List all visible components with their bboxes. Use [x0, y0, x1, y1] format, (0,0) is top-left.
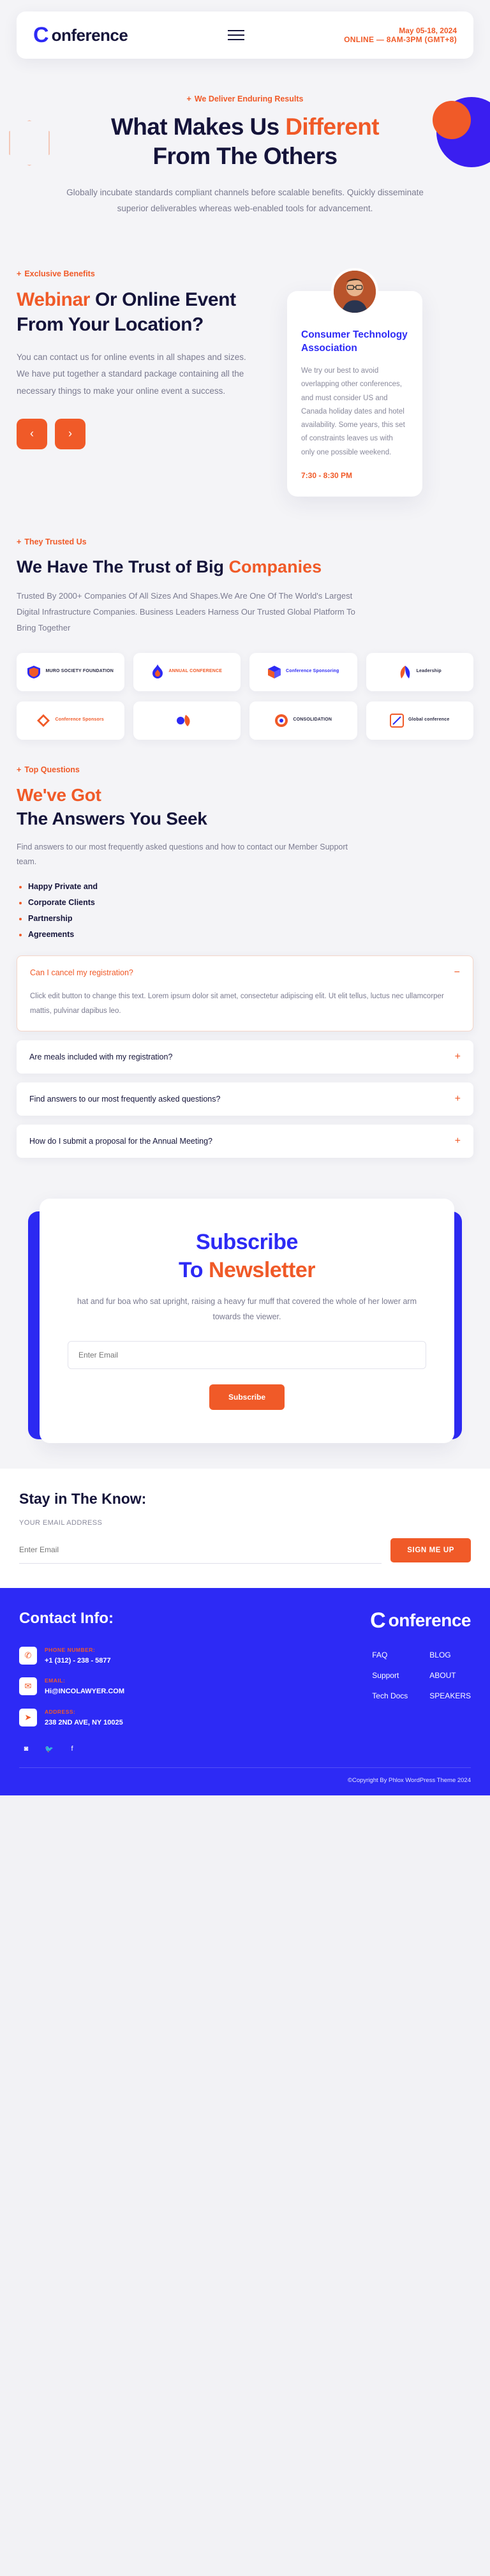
hero-eyebrow: [26, 94, 464, 103]
plus-icon: +: [186, 94, 191, 103]
square-arrow-icon: [390, 714, 404, 728]
newsletter-title: [68, 1228, 426, 1284]
webinar-paragraph: You can contact us for online events in all shapes and sizes. We have put together a standard package containing all the necessary things to make your online event a success.: [17, 352, 246, 396]
webinar-eyebrow-text: Exclusive Benefits: [24, 269, 95, 278]
plus-icon[interactable]: +: [454, 1093, 461, 1105]
instagram-icon[interactable]: ◙: [24, 1745, 29, 1753]
footer-link-support[interactable]: Support: [372, 1670, 399, 1680]
accordion-header[interactable]: [17, 1125, 473, 1158]
page-title: [26, 112, 464, 171]
contact-label: PHONE NUMBER:: [45, 1646, 96, 1653]
contact-label: ADDRESS:: [45, 1708, 76, 1715]
trust-paragraph: Trusted By 2000+ Companies Of All Sizes And Shapes.We Are One Of The World's Largest Digital Infrastructure Companies. Business Leaders Harness Our Trusted Global Platform To Bring Together: [17, 590, 355, 633]
site-footer: [0, 1588, 490, 1796]
stay-title: Stay in The Know:: [19, 1490, 147, 1507]
footer-link-tech-docs[interactable]: Tech Docs: [372, 1691, 408, 1700]
hamburger-icon[interactable]: [228, 30, 244, 40]
partner-logo-label: MURO SOCIETY FOUNDATION: [45, 669, 114, 674]
partner-logo-card[interactable]: [133, 701, 241, 740]
slider-controls: [17, 419, 272, 449]
webinar-title: [17, 287, 272, 338]
phone-icon: ✆: [19, 1647, 37, 1665]
avatar: [331, 268, 378, 315]
footer-top: [19, 1610, 471, 1631]
contact-label: EMAIL:: [45, 1677, 66, 1684]
location-pin-icon: ➤: [19, 1709, 37, 1726]
plus-icon[interactable]: +: [454, 1135, 461, 1147]
partner-logo-card[interactable]: [17, 653, 124, 691]
site-logo-text: onference: [51, 25, 128, 45]
webinar-title-accent: Webinar: [17, 288, 91, 310]
newsletter-card: [40, 1199, 454, 1443]
speaker-name: Consumer Technology Association: [301, 329, 408, 354]
newsletter-section: [0, 1177, 490, 1469]
plus-icon[interactable]: +: [454, 1051, 461, 1063]
stay-informed-section: [0, 1469, 490, 1588]
newsletter-subscribe-button[interactable]: Subscribe: [209, 1384, 285, 1410]
stay-signup-button[interactable]: SIGN ME UP: [390, 1538, 471, 1562]
footer-links-column-1: [372, 1649, 408, 1728]
footer-logo-text: onference: [388, 1610, 471, 1630]
footer-links-column-2: [429, 1649, 471, 1728]
stay-signup-row: [19, 1537, 471, 1564]
header-wrapper: [0, 0, 490, 59]
newsletter-title-part1: Subscribe: [196, 1230, 298, 1255]
header-event-meta: [344, 26, 457, 44]
accordion-answer: Click edit button to change this text. Lorem ipsum dolor sit amet, consectetur adipiscing elit. Ut elit tellus, luctus nec ullamcorper mattis, pulvinar dapibus leo.: [30, 992, 444, 1015]
hero-title-part1: What Makes Us: [110, 114, 286, 140]
orange-circle-decoration-icon: [433, 101, 471, 139]
accordion-item[interactable]: [17, 955, 473, 1031]
webinar-title-rest: Or Online Event From Your Location?: [17, 288, 236, 336]
footer-middle: [19, 1647, 471, 1728]
envelope-icon: ✉: [19, 1677, 37, 1695]
faq-title: [17, 783, 473, 831]
plus-icon: +: [17, 765, 22, 774]
hero-paragraph: Globally incubate standards compliant channels before scalable benefits. Quickly disseminate superior deliverables whereas web-enabled tools for advancement.: [66, 187, 424, 213]
contact-email: [19, 1677, 254, 1697]
faq-eyebrow: [17, 765, 473, 774]
stay-email-label: YOUR EMAIL ADDRESS: [19, 1518, 103, 1527]
footer-contact-title: Contact Info:: [19, 1609, 114, 1627]
droplet-icon: [176, 714, 193, 728]
site-header: [17, 11, 473, 59]
diamond-icon: [36, 714, 50, 728]
accordion-question: Are meals included with my registration?: [29, 1052, 173, 1062]
accordion-header[interactable]: [17, 1040, 473, 1074]
contact-value: 238 2ND AVE, NY 10025: [45, 1718, 123, 1726]
flame-icon: [151, 664, 164, 680]
webinar-eyebrow: [17, 269, 272, 278]
conference-logo-icon: C: [33, 23, 49, 47]
footer-logo[interactable]: [370, 1610, 471, 1631]
faq-bullet-list: [28, 879, 473, 943]
twitter-icon[interactable]: 🐦: [45, 1745, 54, 1753]
slider-next-button[interactable]: ›: [55, 419, 85, 449]
speaker-bio: We try our best to avoid overlapping other conferences, and must consider US and Canada holiday dates and hotel availability. Some years, this set of constraints leaves us with only one possible weekend.: [301, 367, 405, 456]
accordion-question: Find answers to our most frequently asked questions?: [29, 1095, 221, 1104]
faq-lead: Find answers to our most frequently asked questions and how to contact our Member Support team.: [17, 842, 348, 867]
list-item: • Partnership: [28, 911, 473, 927]
trust-eyebrow-text: They Trusted Us: [24, 537, 87, 546]
footer-link-about[interactable]: ABOUT: [429, 1670, 456, 1680]
contact-value[interactable]: Hi@INCOLAWYER.COM: [45, 1688, 125, 1696]
newsletter-title-part2: To: [179, 1258, 209, 1283]
footer-link-blog[interactable]: BLOG: [429, 1650, 451, 1659]
stay-email-input[interactable]: [19, 1537, 382, 1564]
plus-icon: +: [17, 269, 22, 278]
facebook-icon[interactable]: f: [71, 1745, 73, 1753]
list-item: • Agreements: [28, 927, 473, 943]
footer-link-speakers[interactable]: SPEAKERS: [429, 1691, 471, 1700]
trust-title: [17, 555, 473, 579]
contact-address: [19, 1709, 254, 1728]
partner-logo-label: Global conference: [408, 717, 450, 723]
event-time: ONLINE — 8AM-3PM (GMT+8): [344, 35, 457, 44]
contact-value[interactable]: +1 (312) - 238 - 5877: [45, 1656, 111, 1665]
footer-links: [372, 1647, 471, 1728]
faq-title-rest: The Answers You Seek: [17, 809, 207, 829]
accordion-item[interactable]: [17, 1040, 473, 1074]
partner-logo-label: CONSOLIDATION: [293, 717, 332, 723]
slider-prev-button[interactable]: ‹: [17, 419, 47, 449]
speaker-card: [287, 291, 422, 497]
footer-link-faq[interactable]: FAQ: [372, 1650, 388, 1659]
partner-logo-card[interactable]: [249, 701, 357, 740]
newsletter-paragraph: hat and fur boa who sat upright, raising a heavy fur muff that covered the whole of her lower arm towards the viewer.: [77, 1297, 417, 1321]
accordion-header[interactable]: [17, 956, 473, 989]
leaf-icon: [398, 665, 412, 679]
trust-title-part1: We Have The Trust of Big: [17, 557, 229, 576]
webinar-section: [0, 243, 490, 518]
trust-eyebrow: [17, 537, 473, 546]
hero-eyebrow-text: We Deliver Enduring Results: [194, 94, 304, 103]
faq-eyebrow-text: Top Questions: [24, 765, 80, 774]
trust-section: [0, 518, 490, 749]
hero-title-part2: From The Others: [152, 142, 338, 169]
accordion-item[interactable]: [17, 1125, 473, 1158]
plus-icon: +: [17, 537, 22, 546]
copyright: ©Copyright By Phlox WordPress Theme 2024: [19, 1767, 471, 1795]
shield-icon: [27, 665, 41, 679]
webinar-content: [17, 269, 272, 497]
newsletter-title-accent: Newsletter: [209, 1258, 315, 1283]
contact-phone: [19, 1647, 254, 1666]
accordion-question: How do I submit a proposal for the Annual Meeting?: [29, 1137, 212, 1146]
trust-title-accent: Companies: [228, 557, 322, 576]
accordion-question: Can I cancel my registration?: [30, 968, 133, 978]
partner-logo-label: Conference Sponsors: [55, 717, 105, 723]
conference-logo-icon: C: [370, 1608, 386, 1633]
list-item: • Corporate Clients: [28, 895, 473, 911]
event-date: May 05-18, 2024: [399, 26, 457, 35]
hero-title-accent: Different: [285, 114, 380, 140]
cube-icon: [267, 665, 281, 679]
partner-logo-label: Leadership: [416, 669, 442, 674]
partner-logo-card[interactable]: [366, 701, 474, 740]
contact-info-list: [19, 1647, 254, 1728]
partner-logo-card[interactable]: [366, 653, 474, 691]
newsletter-email-input[interactable]: [68, 1341, 426, 1369]
list-item: • Happy Private and: [28, 879, 473, 895]
social-links: [19, 1742, 471, 1756]
accordion-item[interactable]: [17, 1082, 473, 1116]
partner-logo-card[interactable]: [249, 653, 357, 691]
accordion: [17, 955, 473, 1158]
minus-icon[interactable]: −: [454, 967, 460, 978]
site-logo[interactable]: [33, 24, 128, 46]
partner-logo-card[interactable]: [17, 701, 124, 740]
partner-logo-label: ANNUAL CONFERENCE: [168, 669, 223, 674]
partner-logo-grid: [17, 653, 473, 740]
accordion-header[interactable]: [17, 1082, 473, 1116]
partner-logo-label: Conference Sponsoring: [285, 669, 339, 674]
faq-section: [0, 749, 490, 1177]
speaker-portrait-icon: [334, 271, 376, 313]
hero-section: [0, 59, 490, 243]
faq-title-accent: We've Got: [17, 784, 101, 805]
partner-logo-card[interactable]: [133, 653, 241, 691]
speaker-time: 7:30 - 8:30 PM: [301, 470, 353, 480]
spiral-icon: [274, 714, 288, 728]
